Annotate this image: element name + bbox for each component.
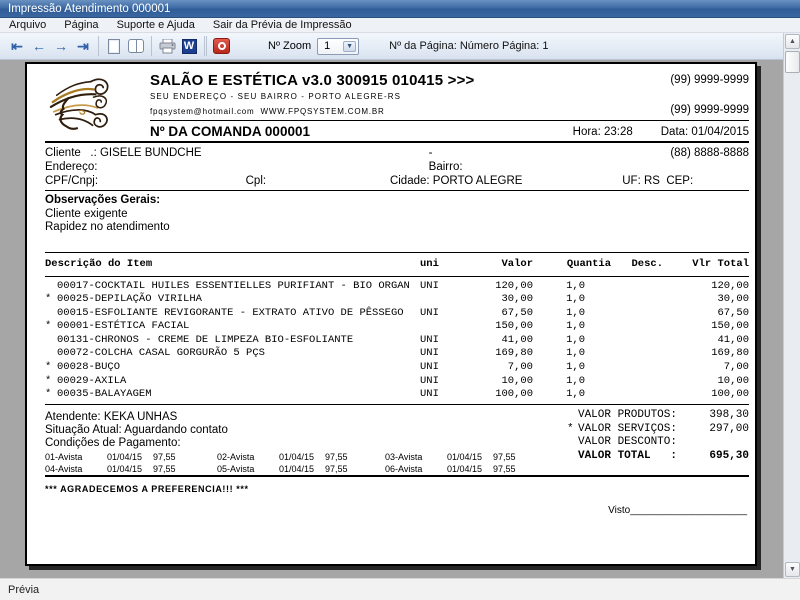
total-servicos-row: * VALOR SERVIÇOS: 297,00 xyxy=(566,422,749,435)
export-word-button[interactable] xyxy=(179,36,199,56)
payment-entry: 02-Avista 01/04/15 97,55 xyxy=(217,452,348,463)
toolbar-separator xyxy=(98,36,99,56)
payment-entry: 01-Avista 01/04/15 97,55 xyxy=(45,452,176,463)
menu-item-arquivo[interactable]: Arquivo xyxy=(9,18,47,31)
comanda-number: Nº DA COMANDA 000001 xyxy=(150,124,310,139)
print-preview-area xyxy=(0,60,800,578)
client-dash: - xyxy=(428,147,433,159)
printer-icon xyxy=(159,39,176,54)
window-title: Impressão Atendimento 000001 xyxy=(8,3,171,15)
woman-face-logo-icon xyxy=(45,72,111,136)
chevron-down-icon[interactable]: ▼ xyxy=(343,41,356,52)
payment-entry: 03-Avista 01/04/15 97,55 xyxy=(385,452,516,463)
table-row: * 00035-BALAYAGEM UNI 100,00 1,0 100,00 xyxy=(45,388,749,401)
client-phone: (88) 8888-8888 xyxy=(670,147,749,159)
table-row: 00015-ESFOLIANTE REVIGORANTE - EXTRATO ATIVO DE PÊSSEGO UNI 67,50 1,0 67,50 xyxy=(57,306,749,319)
cpl-label: Cpl: xyxy=(245,175,267,187)
observations xyxy=(45,194,749,235)
two-page-view-button[interactable] xyxy=(126,36,146,56)
items-list xyxy=(45,277,749,402)
condicoes-line: Condições de Pagamento: xyxy=(45,437,181,450)
observations-title: Observações Gerais: xyxy=(45,194,161,206)
atendente-line: Atendente: KEKA UNHAS xyxy=(45,410,178,423)
col-desconto: Desc. xyxy=(631,257,663,270)
word-icon: W xyxy=(182,39,197,54)
thanks-message: *** AGRADECEMOS A PREFERENCIA!!! *** xyxy=(45,484,249,495)
items-table-header xyxy=(45,253,749,276)
table-row: 00017-COCKTAIL HUILES ESSENTIELLES PURIFIANT - BIO ORGAN UNI 120,00 1,0 120,00 xyxy=(57,279,749,292)
status-text: Prévia xyxy=(8,583,40,596)
observation-line: Cliente exigente xyxy=(45,207,128,220)
col-descricao: Descrição do Item xyxy=(45,257,153,270)
nav-first-button[interactable] xyxy=(7,36,27,56)
client-info xyxy=(45,146,749,188)
col-vlr-total: Vlr Total xyxy=(692,257,749,270)
section-divider xyxy=(45,190,749,191)
nav-prev-button[interactable] xyxy=(29,36,49,56)
document-footer xyxy=(45,407,749,476)
next-page-icon: → xyxy=(54,38,68,54)
toolbar-separator xyxy=(206,36,207,56)
table-row: * 00029-AXILA UNI 10,00 1,0 10,00 xyxy=(45,374,749,387)
salon-logo xyxy=(45,72,111,136)
close-preview-button[interactable] xyxy=(213,38,230,54)
total-produtos-row: VALOR PRODUTOS: 398,30 xyxy=(577,408,749,421)
prev-page-icon: ← xyxy=(32,38,46,54)
comanda-date: Data: 01/04/2015 xyxy=(660,125,749,138)
uf-cep-value: UF: RS CEP: xyxy=(622,175,694,187)
statusbar xyxy=(0,578,800,600)
col-quantia: Quantia xyxy=(566,257,611,270)
table-row: 00131-CHRONOS - CREME DE LIMPEZA BIO-ESFOLIANTE UNI 41,00 1,0 41,00 xyxy=(57,333,749,346)
zoom-select[interactable] xyxy=(317,38,359,55)
salon-address: SEU ENDEREÇO - SEU BAIRRO - PORTO ALEGRE-RS xyxy=(150,92,402,101)
toolbar-separator xyxy=(151,36,152,56)
window-titlebar xyxy=(0,0,800,18)
footer-divider xyxy=(45,475,749,477)
two-pages-icon xyxy=(128,39,144,53)
col-valor: Valor xyxy=(501,257,533,270)
payment-entry: 06-Avista 01/04/15 97,55 xyxy=(385,463,516,474)
single-page-view-button[interactable] xyxy=(104,36,124,56)
payment-entry: 05-Avista 01/04/15 97,55 xyxy=(217,463,348,474)
address-label: Endereço: xyxy=(45,161,98,173)
salon-phone-2: (99) 9999-9999 xyxy=(670,104,749,116)
col-uni: uni xyxy=(420,257,439,270)
salon-phone-1: (99) 9999-9999 xyxy=(670,74,749,86)
bairro-label: Bairro: xyxy=(428,161,463,173)
scroll-up-button[interactable] xyxy=(785,34,800,49)
total-geral-row: VALOR TOTAL : 695,30 xyxy=(577,450,749,463)
menu-item-suporte[interactable]: Suporte e Ajuda xyxy=(116,18,195,31)
power-icon xyxy=(218,42,226,50)
vertical-scrollbar[interactable] xyxy=(783,33,800,578)
city-value: Cidade: PORTO ALEGRE xyxy=(389,175,523,187)
table-row: * 00028-BUÇO UNI 7,00 1,0 7,00 xyxy=(45,361,749,374)
client-name: GISELE BUNDCHE xyxy=(99,147,202,159)
last-page-icon: ⇥ xyxy=(77,38,89,54)
comanda-time: Hora: 23:28 xyxy=(572,125,633,138)
totals-block xyxy=(567,409,749,464)
scroll-up-icon: ▲ xyxy=(789,38,796,45)
page-number-info: Nº da Página: Número Página: 1 xyxy=(389,40,549,52)
toolbar-separator xyxy=(204,36,205,56)
situacao-line: Situação Atual: Aguardando contato xyxy=(45,424,228,437)
cpf-label: CPF/Cnpj: xyxy=(45,175,99,187)
section-divider xyxy=(45,141,749,143)
payment-entry: 04-Avista 01/04/15 97,55 xyxy=(45,463,176,474)
document-header xyxy=(45,72,749,141)
table-row: * 00025-DEPILAÇÃO VIRILHA 30,00 1,0 30,00 xyxy=(45,293,749,306)
header-text-block xyxy=(150,72,749,141)
observation-line: Rapidez no atendimento xyxy=(45,221,170,233)
menu-item-sair-previa[interactable]: Sair da Prévia de Impressão xyxy=(212,18,352,31)
salon-contact: fpqsystem@hotmail.com WWW.FPQSYSTEM.COM.BR xyxy=(150,107,385,116)
client-label: Cliente .: xyxy=(45,147,100,159)
toolbar xyxy=(0,33,800,60)
table-row: * 00001-ESTÉTICA FACIAL 150,00 1,0 150,00 xyxy=(45,320,749,333)
nav-last-button[interactable] xyxy=(73,36,93,56)
menu-item-pagina[interactable]: Página xyxy=(64,18,99,31)
document-page xyxy=(25,62,757,566)
salon-title: SALÃO E ESTÉTICA v3.0 300915 010415 >>> xyxy=(150,72,475,89)
total-desconto-row: VALOR DESCONTO: xyxy=(577,436,677,449)
items-bottom-divider xyxy=(45,404,749,405)
single-page-icon xyxy=(108,39,120,54)
table-row: 00072-COLCHA CASAL GORGURÃO 5 PÇS UNI 169,80 1,0 169,80 xyxy=(57,347,749,360)
scroll-thumb[interactable] xyxy=(785,51,800,73)
nav-next-button[interactable] xyxy=(51,36,71,56)
scroll-down-button[interactable] xyxy=(785,562,800,577)
first-page-icon: ⇤ xyxy=(11,38,23,54)
menubar xyxy=(0,18,800,33)
visto-signature-line: Visto_____________________ xyxy=(608,505,747,517)
zoom-value: 1 xyxy=(324,40,331,52)
zoom-label: Nº Zoom xyxy=(268,40,312,52)
print-button[interactable] xyxy=(157,36,177,56)
scroll-down-icon: ▼ xyxy=(789,566,796,573)
